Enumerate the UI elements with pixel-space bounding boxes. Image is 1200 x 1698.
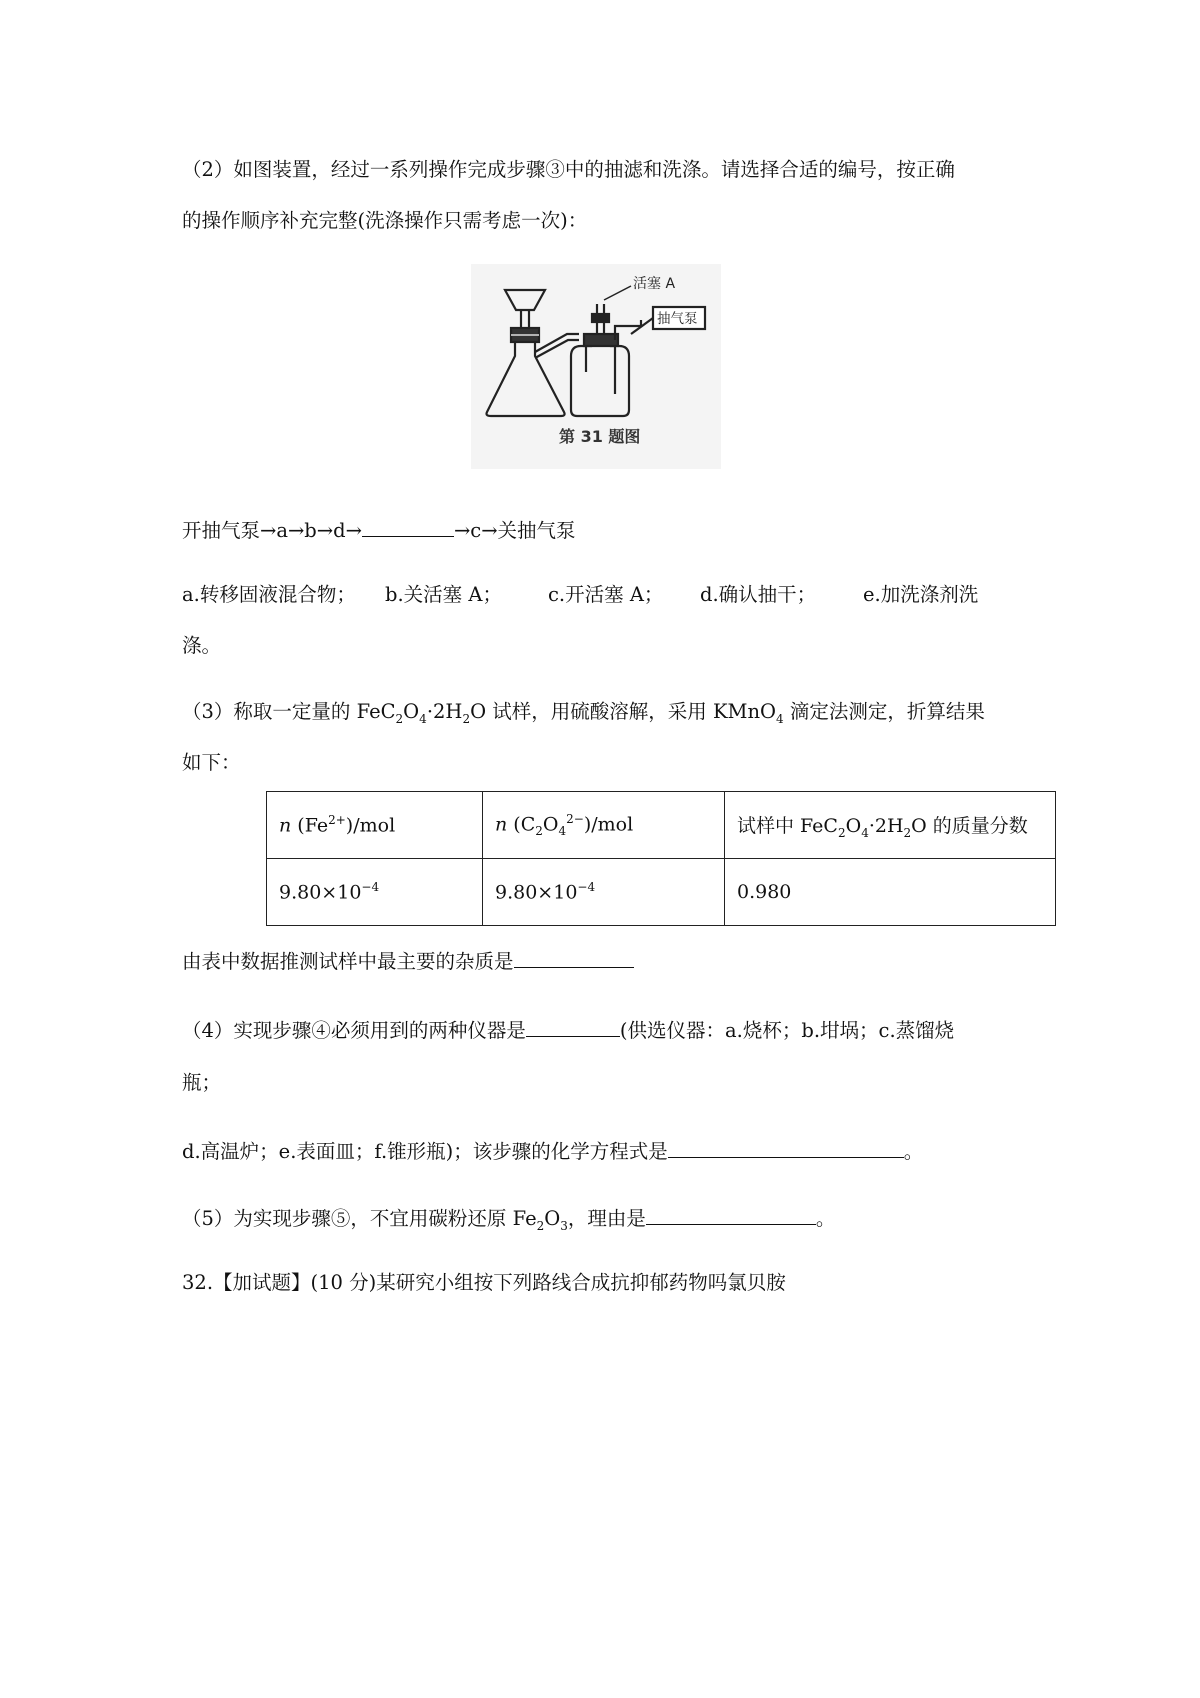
sequence-blank[interactable] [362, 516, 454, 537]
sequence-line [182, 516, 576, 544]
figure-caption: 第 31 题图 [559, 427, 641, 446]
q3-line-1: （3）称取一定量的 $FeC_2O_4\cdot 2H_2O$ 试样，用硫酸溶解，采用 KMnO$_4$ 滴定法测定，折算结果 [182, 700, 985, 726]
impurity-line: 由表中数据推测试样中最主要的杂质是 [182, 947, 634, 975]
option-c: c.开活塞 A； [548, 583, 664, 606]
pump-label: 抽气泵 [657, 311, 698, 327]
impurity-blank[interactable] [514, 947, 634, 968]
option-b: b.关活塞 A； [385, 583, 502, 606]
table-cell: $9.80\times 10^{-4}$ [267, 859, 483, 926]
option-e: e.加洗涤剂洗 [863, 583, 979, 606]
valve-a-label: 活塞 A [633, 276, 676, 292]
data-table [266, 791, 1056, 926]
table-cell: 0.980 [725, 859, 1056, 926]
table-cell: $9.80\times 10^{-4}$ [483, 859, 725, 926]
options-line [182, 582, 978, 608]
q3-line-2: 如下： [182, 751, 241, 774]
equation-blank[interactable] [668, 1137, 904, 1158]
q32-line: 32.【加试题】(10 分)某研究小组按下列路线合成抗抑郁药物吗氯贝胺 [182, 1271, 786, 1294]
q5-line: （5）为实现步骤⑤，不宜用碳粉还原 $Fe_2O_3$，理由是 。 [182, 1204, 835, 1239]
q2-line-2: 的操作顺序补充完整(洗涤操作只需考虑一次)： [182, 209, 588, 232]
sequence-prefix: 开抽气泵→a→b→d→ [182, 519, 362, 542]
q4-line-2: 瓶； [182, 1071, 222, 1094]
q4-line-1: （4）实现步骤④必须用到的两种仪器是 (供选仪器：a.烧杯；b.坩埚；c.蒸馏烧 [182, 1016, 954, 1044]
option-d: d.确认抽干； [700, 583, 817, 606]
option-a: a.转移固液混合物； [182, 583, 356, 606]
option-e-continued: 涤。 [182, 634, 222, 657]
reason-blank[interactable] [646, 1204, 816, 1225]
table-header-row [267, 792, 1056, 859]
table-header-cell: n $(C_2O_4^{2-})$/mol [483, 792, 725, 859]
table-row [267, 859, 1056, 926]
q4-line-3: d.高温炉；e.表面皿；f.锥形瓶)；该步骤的化学方程式是 。 [182, 1137, 923, 1165]
filtration-apparatus-figure [471, 264, 721, 469]
table-header-cell: 试样中 $FeC_2O_4\cdot 2H_2O$ 的质量分数 [725, 792, 1056, 859]
table-header-cell: n $(Fe^{2+})$/mol [267, 792, 483, 859]
q2-line-1: （2）如图装置，经过一系列操作完成步骤③中的抽滤和洗涤。请选择合适的编号，按正确 [182, 158, 955, 181]
sequence-suffix: →c→关抽气泵 [453, 519, 576, 542]
instruments-blank[interactable] [526, 1016, 620, 1037]
